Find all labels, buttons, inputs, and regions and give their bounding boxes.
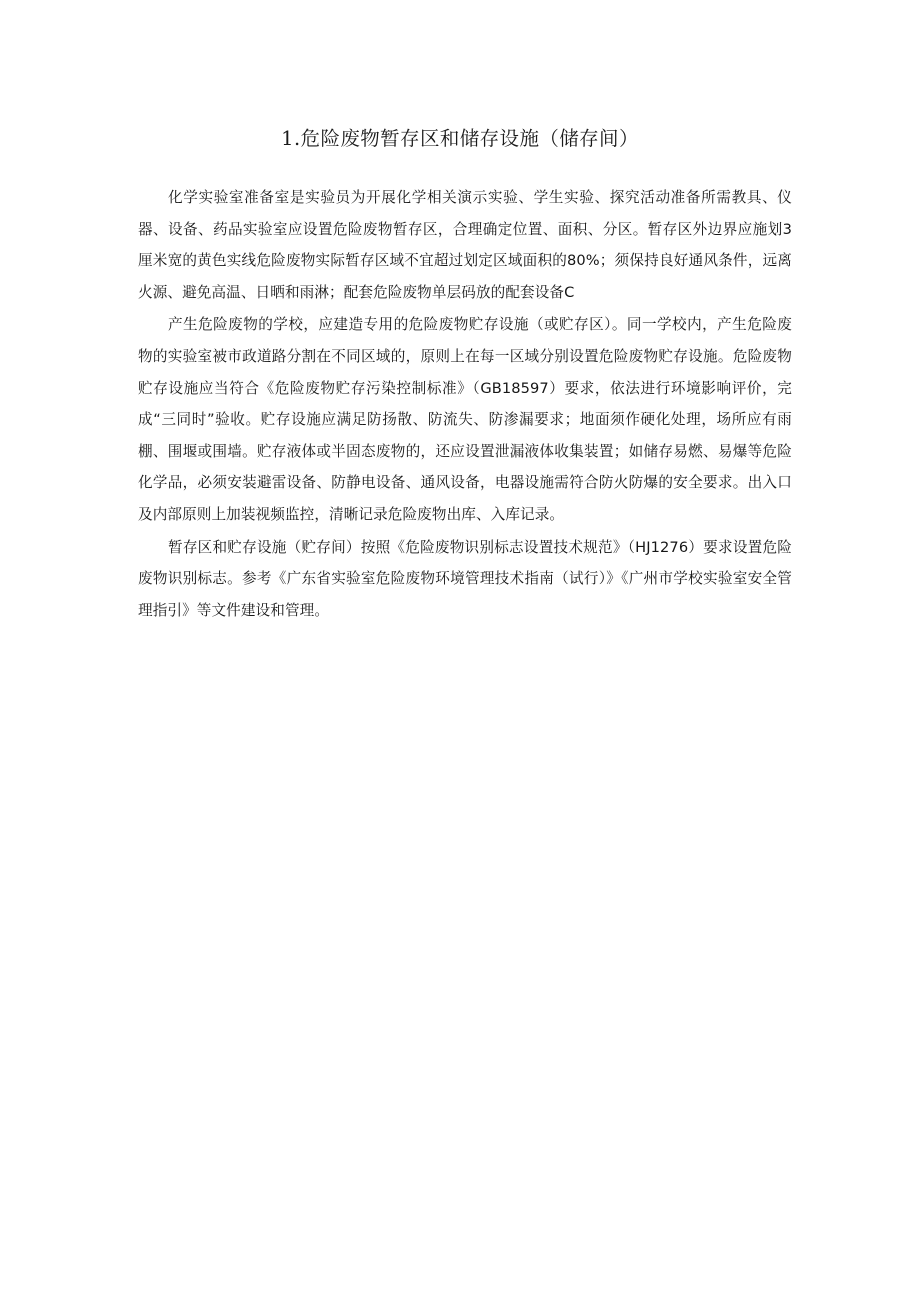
document-title: 1.危险废物暂存区和储存设施（储存间）: [281, 127, 639, 150]
paragraph-storage-facility: 产生危险废物的学校，应建造专用的危险废物贮存设施（或贮存区）。同一学校内，产生危险废物的实验室被市政道路分割在不同区域的，原则上在每一区域分别设置危险废物贮存设施。危险废物贮存设施应当符合《危险废物贮存污染控制标准》（GB18597）要求，依法进行环境影响评价，完成“三同时”验收。贮存设施应满足防扬散、防流失、防渗漏要求；地面须作硬化处理，场所应有雨棚、围堰或围墙。贮存液体或半固态废物的，还应设置泄漏液体收集装置；如储存易燃、易爆等危险化学品，必须安装避雷设备、防静电设备、通风设备，电器设施需符合防火防爆的安全要求。出入口及内部原则上加装视频监控，清晰记录危险废物出库、入库记录。: [138, 316, 792, 523]
paragraph-identification-signs: 暂存区和贮存设施（贮存间）按照《危险废物识别标志设置技术规范》（HJ1276）要求设置危险废物识别标志。参考《广东省实验室危险废物环境管理技术指南（试行）》《广州市学校实验室安全管理指引》等文件建设和管理。: [138, 538, 792, 619]
document-body: [138, 182, 792, 627]
paragraph-prep-room: 化学实验室准备室是实验员为开展化学相关演示实验、学生实验、探究活动准备所需教具、仪器、设备、药品实验室应设置危险废物暂存区，合理确定位置、面积、分区。暂存区外边界应施划3厘米宽的黄色实线危险废物实际暂存区域不宜超过划定区域面积的80%；须保持良好通风条件，远离火源、避免高温、日晒和雨淋；配套危险废物单层码放的配套设备C: [138, 189, 792, 301]
